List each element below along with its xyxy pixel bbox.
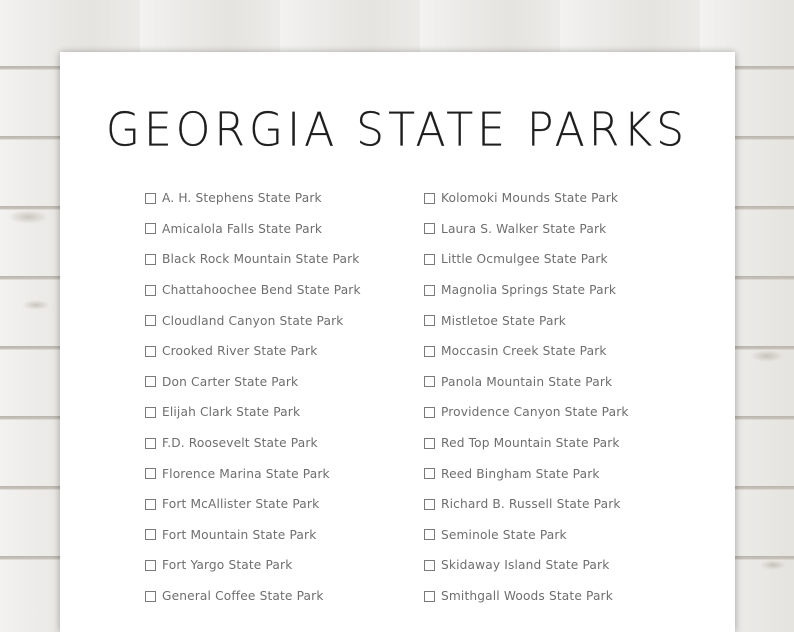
checklist-item — [145, 489, 361, 520]
park-name: Skidaway Island State Park — [441, 558, 610, 573]
checkbox[interactable] — [145, 193, 156, 204]
checklist-item — [145, 244, 361, 275]
park-name: Don Carter State Park — [162, 374, 299, 389]
checkbox[interactable] — [424, 438, 435, 449]
park-name: Red Top Mountain State Park — [441, 436, 620, 451]
park-name: Magnolia Springs State Park — [441, 283, 617, 298]
checklist-item — [424, 244, 629, 275]
checkbox[interactable] — [424, 560, 435, 571]
checkbox[interactable] — [145, 285, 156, 296]
checkbox[interactable] — [145, 468, 156, 479]
checklist-item — [424, 397, 629, 428]
park-name: Kolomoki Mounds State Park — [441, 191, 619, 206]
checklist-item — [145, 305, 361, 336]
checklist-item — [424, 214, 629, 245]
checklist-item — [424, 581, 629, 612]
park-name: Mistletoe State Park — [441, 313, 566, 328]
checkbox[interactable] — [424, 376, 435, 387]
park-name: Amicalola Falls State Park — [162, 221, 323, 236]
checkbox[interactable] — [145, 499, 156, 510]
checkbox[interactable] — [145, 346, 156, 357]
checkbox[interactable] — [424, 285, 435, 296]
checklist-item — [424, 458, 629, 489]
park-name: Fort Yargo State Park — [162, 558, 293, 573]
checklist-item — [145, 397, 361, 428]
checklist-item — [424, 489, 629, 520]
park-name: Moccasin Creek State Park — [441, 344, 607, 359]
checklist-item — [145, 183, 361, 214]
checklist-item — [145, 367, 361, 398]
checkbox[interactable] — [145, 438, 156, 449]
checklist-item — [145, 428, 361, 459]
park-name: Panola Mountain State Park — [441, 374, 613, 389]
park-name: Fort Mountain State Park — [162, 527, 317, 542]
park-name: Black Rock Mountain State Park — [162, 252, 360, 267]
checklist-item — [424, 275, 629, 306]
checkbox[interactable] — [424, 591, 435, 602]
checkbox[interactable] — [424, 468, 435, 479]
checkbox[interactable] — [424, 315, 435, 326]
park-name: Seminole State Park — [441, 527, 567, 542]
checkbox[interactable] — [145, 591, 156, 602]
park-name: Chattahoochee Bend State Park — [162, 283, 361, 298]
checkbox[interactable] — [145, 315, 156, 326]
checkbox[interactable] — [145, 254, 156, 265]
park-name: Richard B. Russell State Park — [441, 497, 621, 512]
checklist-item — [145, 550, 361, 581]
checklist-left-column — [145, 183, 361, 611]
park-name: Florence Marina State Park — [162, 466, 330, 481]
checklist-item — [424, 305, 629, 336]
checklist-item — [145, 520, 361, 551]
checklist-right-column — [424, 183, 629, 611]
park-name: F.D. Roosevelt State Park — [162, 436, 318, 451]
checkbox[interactable] — [145, 529, 156, 540]
checklist-item — [145, 214, 361, 245]
checklist-item — [424, 183, 629, 214]
checklist-item — [424, 428, 629, 459]
checkbox[interactable] — [424, 499, 435, 510]
checkbox[interactable] — [424, 529, 435, 540]
checklist-item — [424, 367, 629, 398]
checklist-item — [424, 336, 629, 367]
checkbox[interactable] — [424, 254, 435, 265]
checklist-item — [424, 520, 629, 551]
checkbox[interactable] — [145, 560, 156, 571]
checklist-item — [145, 275, 361, 306]
checkbox[interactable] — [145, 376, 156, 387]
park-name: Little Ocmulgee State Park — [441, 252, 608, 267]
park-name: Providence Canyon State Park — [441, 405, 629, 420]
page-title: GEORGIA STATE PARKS — [105, 103, 689, 158]
park-name: Reed Bingham State Park — [441, 466, 600, 481]
park-name: Elijah Clark State Park — [162, 405, 301, 420]
park-name: A. H. Stephens State Park — [162, 191, 322, 206]
checklist-item — [145, 581, 361, 612]
checklist-item — [424, 550, 629, 581]
park-name: General Coffee State Park — [162, 589, 324, 604]
checklist-item — [145, 458, 361, 489]
checkbox[interactable] — [145, 223, 156, 234]
park-name: Smithgall Woods State Park — [441, 589, 613, 604]
checklist-item — [145, 336, 361, 367]
park-name: Cloudland Canyon State Park — [162, 313, 344, 328]
park-name: Laura S. Walker State Park — [441, 221, 607, 236]
park-name: Crooked River State Park — [162, 344, 318, 359]
checkbox[interactable] — [424, 407, 435, 418]
checkbox[interactable] — [424, 223, 435, 234]
checkbox[interactable] — [424, 193, 435, 204]
park-name: Fort McAllister State Park — [162, 497, 320, 512]
checkbox[interactable] — [424, 346, 435, 357]
checkbox[interactable] — [145, 407, 156, 418]
